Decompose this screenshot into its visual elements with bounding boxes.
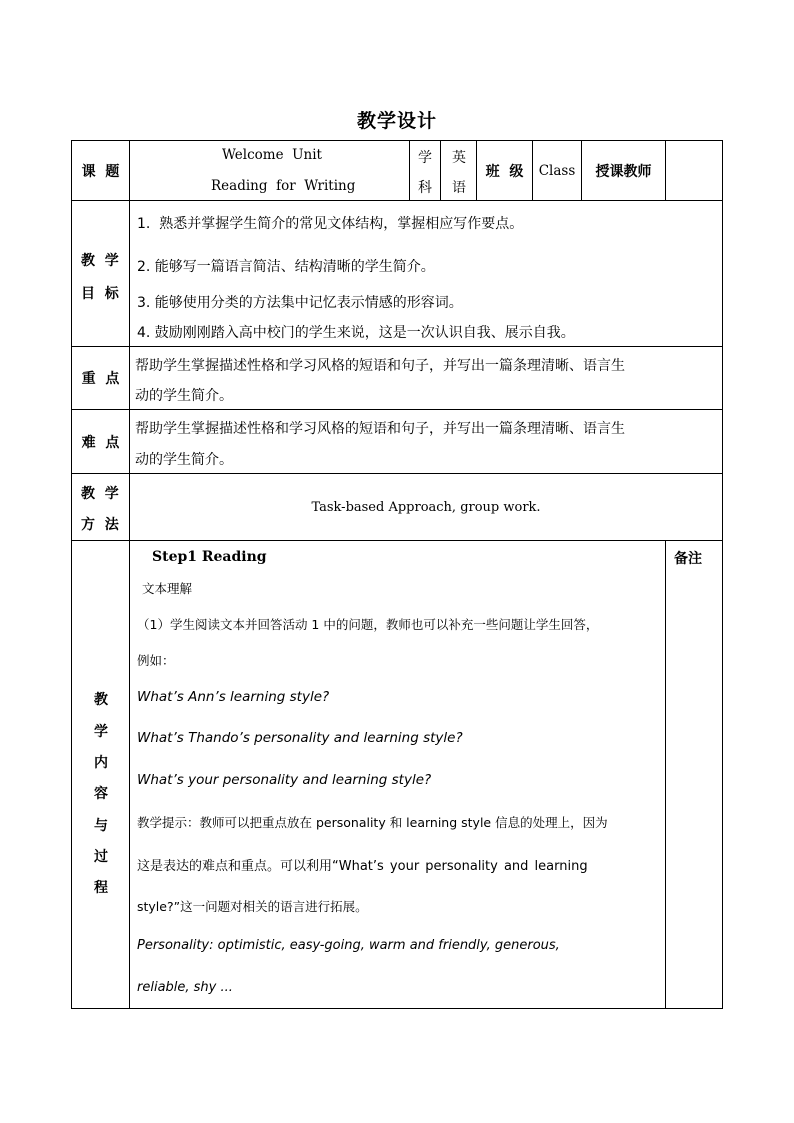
key-points-label-cell bbox=[71, 346, 130, 410]
key-points-line-1: 帮助学生掌握描述性格和学习风格的短语和句子，并写出一篇条理清晰、语言生 bbox=[135, 358, 625, 374]
difficulties-label-cell bbox=[71, 409, 130, 474]
teacher-label: 授课教师 bbox=[595, 163, 652, 180]
objective-item: 2. 能够写一篇语言简洁、结构清晰的学生简介。 bbox=[137, 259, 435, 275]
question-3: What’s your personality and learning style? bbox=[137, 772, 432, 788]
process-label-char: 内 bbox=[94, 755, 108, 771]
objectives-label-1: 教 学 bbox=[81, 253, 119, 269]
topic-label-cell bbox=[71, 140, 130, 201]
process-label-char: 与 bbox=[94, 818, 108, 834]
class-value: Class bbox=[538, 162, 576, 179]
process-label-cell bbox=[71, 540, 130, 1009]
difficulties-line-2: 动的学生简介。 bbox=[135, 452, 233, 468]
methods-label-1: 教 学 bbox=[81, 486, 119, 502]
teacher-label-cell bbox=[581, 140, 666, 201]
class-label-cell bbox=[476, 140, 533, 201]
process-label-char: 学 bbox=[94, 724, 108, 740]
tip-line-1: 教学提示：教师可以把重点放在 personality 和 learning style 信息的处理上，因为 bbox=[137, 815, 608, 830]
key-points-value-cell bbox=[129, 346, 723, 410]
step-title: Step1 Reading bbox=[152, 549, 267, 565]
methods-label-cell bbox=[71, 473, 130, 541]
objective-item: 1. 熟悉并掌握学生简介的常见文体结构，掌握相应写作要点。 bbox=[137, 216, 524, 232]
objectives-label-cell bbox=[71, 200, 130, 347]
sub-title: 文本理解 bbox=[142, 581, 193, 596]
methods-value: Task-based Approach, group work. bbox=[311, 499, 541, 515]
instruction-line-2: 例如： bbox=[137, 653, 175, 668]
notes-label: 备注 bbox=[674, 551, 702, 567]
process-content-cell bbox=[129, 540, 666, 1009]
subject-label-2: 科 bbox=[418, 180, 432, 196]
key-points-line-2: 动的学生简介。 bbox=[135, 388, 233, 404]
topic-line-2: Reading for Writing bbox=[211, 178, 356, 194]
subject-value-cell bbox=[440, 140, 477, 201]
objectives-label-2: 目 标 bbox=[81, 286, 119, 302]
process-label-char: 过 bbox=[94, 849, 108, 865]
topic-label: 课 题 bbox=[81, 163, 120, 180]
methods-value-cell bbox=[129, 473, 723, 541]
personality-line-1: Personality: optimistic, easy-going, warm and friendly, generous, bbox=[137, 938, 560, 953]
process-label-char: 教 bbox=[94, 692, 108, 708]
topic-line-1: Welcome Unit bbox=[222, 147, 322, 163]
objectives-value-cell bbox=[129, 200, 723, 347]
tip-line-3: style?”这一问题对相关的语言进行拓展。 bbox=[137, 899, 368, 914]
notes-cell bbox=[665, 540, 723, 1009]
tip-line-2: 这是表达的难点和重点。可以利用“What’s your personality and learning bbox=[137, 859, 588, 874]
objective-item: 3. 能够使用分类的方法集中记忆表示情感的形容词。 bbox=[137, 295, 463, 311]
topic-value-cell bbox=[129, 140, 410, 201]
subject-value-2: 语 bbox=[452, 180, 466, 196]
key-points-label: 重 点 bbox=[81, 371, 120, 387]
class-value-cell bbox=[532, 140, 582, 201]
methods-label-2: 方 法 bbox=[81, 517, 119, 533]
teacher-value-cell bbox=[665, 140, 723, 201]
question-1: What’s Ann’s learning style? bbox=[137, 689, 330, 705]
process-label-char: 容 bbox=[94, 786, 108, 802]
page-title: 教学设计 bbox=[356, 110, 437, 132]
process-label-char: 程 bbox=[94, 880, 108, 896]
personality-line-2: reliable, shy ... bbox=[137, 980, 233, 995]
difficulties-value-cell bbox=[129, 409, 723, 474]
subject-label-cell bbox=[409, 140, 441, 201]
subject-value-1: 英 bbox=[452, 150, 466, 166]
question-2: What’s Thando’s personality and learning style? bbox=[137, 730, 463, 746]
difficulties-line-1: 帮助学生掌握描述性格和学习风格的短语和句子，并写出一篇条理清晰、语言生 bbox=[135, 421, 625, 437]
class-label: 班 级 bbox=[485, 163, 524, 180]
subject-label-1: 学 bbox=[418, 150, 432, 166]
instruction-line-1: （1）学生阅读文本并回答活动 1 中的问题，教师也可以补充一些问题让学生回答， bbox=[137, 617, 599, 632]
objective-item: 4. 鼓励刚刚踏入高中校门的学生来说，这是一次认识自我、展示自我。 bbox=[137, 325, 575, 341]
difficulties-label: 难 点 bbox=[81, 434, 120, 451]
